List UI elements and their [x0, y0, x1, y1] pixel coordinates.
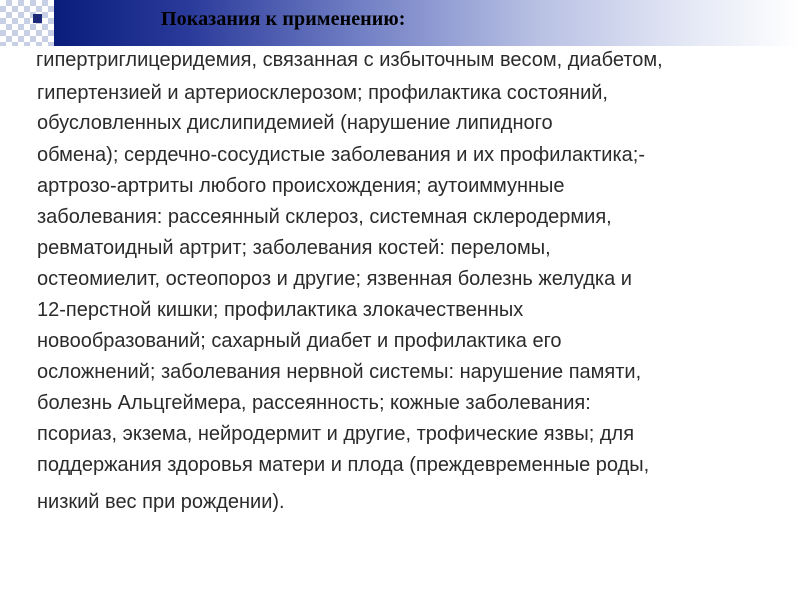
text-line: артрозо-артриты любого происхождения; аутоиммунные [37, 175, 565, 197]
slide-heading: Показания к применению: [161, 8, 406, 30]
decorative-checker-pattern [0, 0, 54, 46]
text-line: низкий вес при рождении). [37, 491, 285, 513]
text-line: ревматоидный артрит; заболевания костей: переломы, [37, 237, 551, 259]
text-line: остеомиелит, остеопороз и другие; язвенная болезнь желудка и [37, 268, 632, 290]
text-line: новообразований; сахарный диабет и профилактика его [37, 330, 562, 352]
text-line: гипертензией и артериосклерозом; профилактика состояний, [37, 82, 608, 104]
square-bullet-icon [33, 14, 42, 23]
text-line: заболевания: рассеянный склероз, системная склеродермия, [37, 206, 612, 228]
text-line: 12-перстной кишки; профилактика злокачественных [37, 299, 524, 321]
text-line: гипертриглицеридемия, связанная с избыточным весом, диабетом, [36, 49, 663, 71]
text-line: поддержания здоровья матери и плода (преждевременные роды, [37, 454, 650, 476]
text-line: псориаз, экзема, нейродермит и другие, трофические язвы; для [37, 423, 635, 445]
text-line: обусловленных дислипидемией (нарушение липидного [37, 112, 553, 134]
text-line: осложнений; заболевания нервной системы: нарушение памяти, [37, 361, 642, 383]
text-line: болезнь Альцгеймера, рассеянность; кожные заболевания: [37, 392, 591, 414]
text-line: обмена); сердечно-сосудистые заболевания и их профилактика;- [37, 144, 645, 166]
